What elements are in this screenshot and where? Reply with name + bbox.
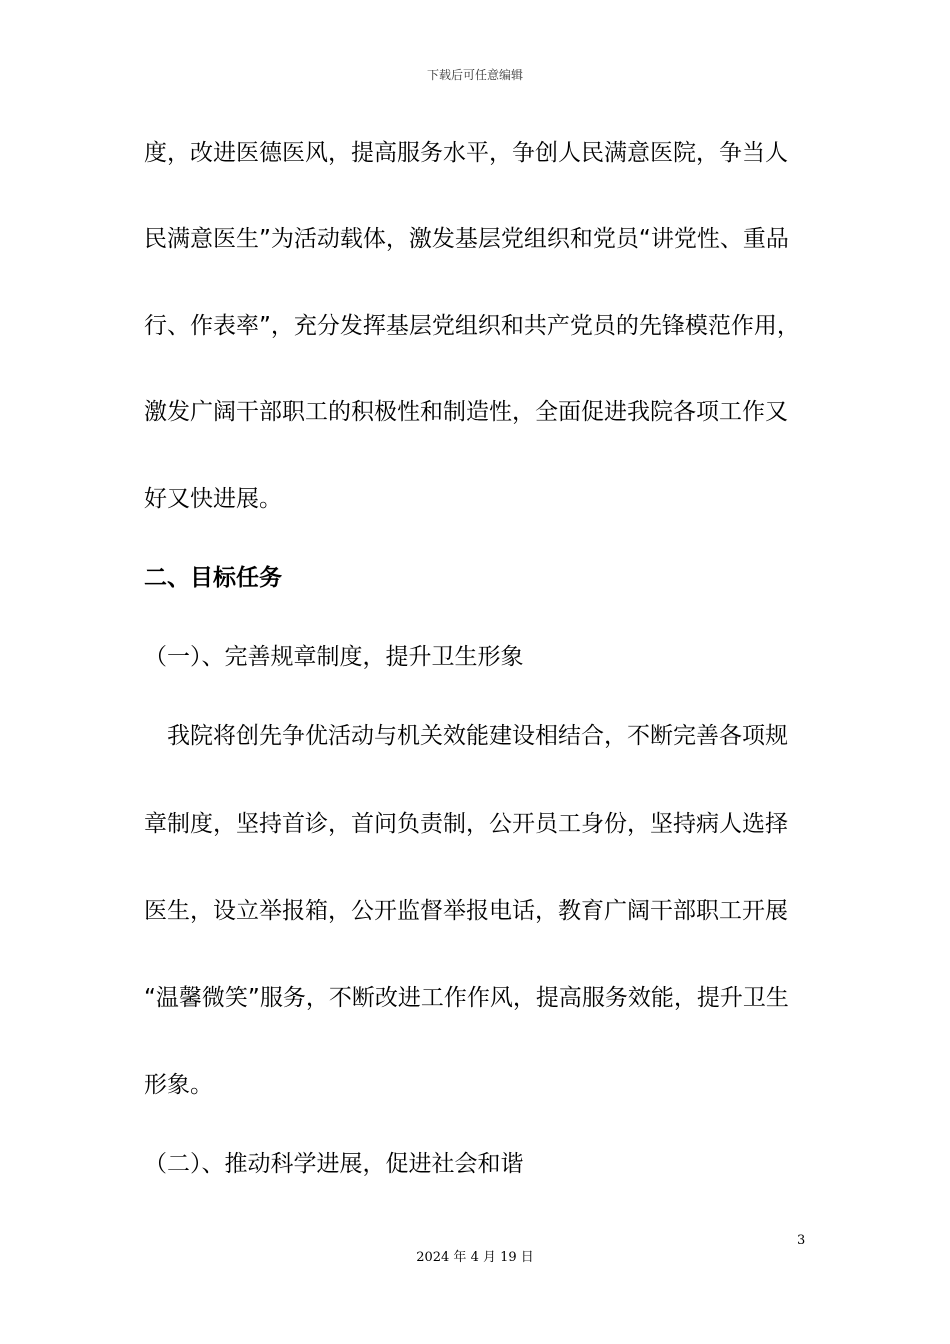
section-heading: 二、目标任务 bbox=[144, 565, 282, 591]
paragraph-line: 我院将创先争优活动与机关效能建设相结合，不断完善各项规 bbox=[144, 723, 788, 749]
subsection-heading: （一）、完善规章制度，提升卫生形象 bbox=[144, 644, 524, 670]
paragraph-line: 好又快进展。 bbox=[144, 486, 282, 512]
page-number: 3 bbox=[797, 1233, 806, 1248]
paragraph-line: “温馨微笑”服务，不断改进工作作风，提高服务效能，提升卫生 bbox=[144, 985, 789, 1011]
paragraph-line: 章制度，坚持首诊，首问负责制，公开员工身份，坚持病人选择 bbox=[144, 811, 788, 837]
paragraph-line: 民满意医生”为活动载体，激发基层党组织和党员“讲党性、重品 bbox=[144, 226, 789, 252]
header-note: 下载后可任意编辑 bbox=[426, 68, 523, 82]
paragraph-line: 激发广阔干部职工的积极性和制造性，全面促进我院各项工作又 bbox=[144, 399, 788, 425]
paragraph-line: 行、作表率”，充分发挥基层党组织和共产党员的先锋模范作用， bbox=[144, 313, 800, 339]
paragraph-line: 医生，设立举报箱，公开监督举报电话，教育广阔干部职工开展 bbox=[144, 898, 788, 924]
paragraph-line: 形象。 bbox=[144, 1072, 213, 1098]
paragraph-line: 度，改进医德医风，提高服务水平，争创人民满意医院，争当人 bbox=[144, 140, 788, 166]
subsection-heading: （二）、推动科学进展，促进社会和谐 bbox=[144, 1151, 524, 1177]
footer-date: 2024 年 4 月 19 日 bbox=[416, 1250, 534, 1265]
